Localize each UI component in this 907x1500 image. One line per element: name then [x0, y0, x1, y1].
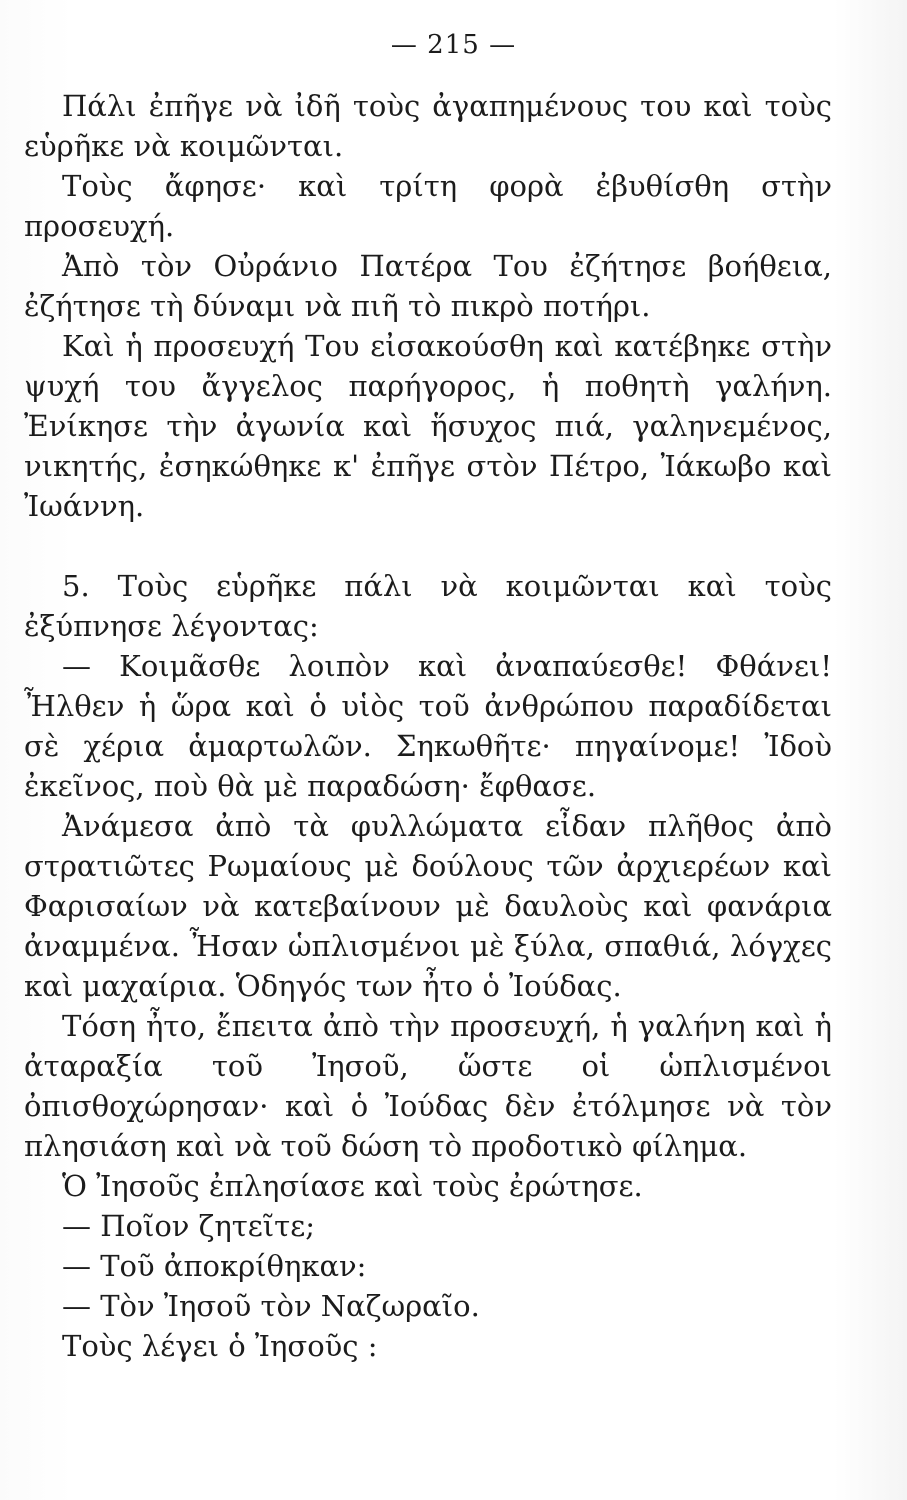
section-5-paragraph: 5. Τοὺς εὑρῆκε πάλι νὰ κοιμῶνται καὶ τοὺς ἐξύπνησε λέγοντας: [24, 569, 832, 643]
dialogue-line: — Τοῦ ἀποκρίθηκαν: [62, 1249, 367, 1283]
paragraph: Ἀπὸ τὸν Οὐράνιο Πατέρα Του ἐζήτησε βοήθεια, ἐζήτησε τὴ δύναμι νὰ πιῆ τὸ πικρὸ ποτήρι. [24, 249, 832, 323]
dialogue-paragraph: — Κοιμᾶσθε λοιπὸν καὶ ἀναπαύεσθε! Φθάνει! Ἦλθεν ἡ ὥρα καὶ ὁ υἱὸς τοῦ ἀνθρώπου παραδίδεται σὲ χέρια ἁμαρτωλῶν. Σηκωθῆτε· πηγαίνομε! Ἰδοὺ ἐκεῖνος, ποὺ θὰ μὲ παραδώση· ἔφθασε. [24, 649, 832, 803]
paragraph: Ἀνάμεσα ἀπὸ τὰ φυλλώματα εἶδαν πλῆθος ἀπὸ στρατιῶτες Ρωμαίους μὲ δούλους τῶν ἀρχιερέων καὶ Φαρισαίων νὰ κατεβαίνουν μὲ δαυλοὺς καὶ φανάρια ἀναμμένα. Ἦσαν ὡπλισμένοι μὲ ξύλα, σπαθιά, λόγχες καὶ μαχαίρια. Ὁδηγός των ἦτο ὁ Ἰούδας. [24, 809, 832, 1003]
page-number: — 215 — [390, 30, 517, 60]
paragraph: Τοὺς ἄφησε· καὶ τρίτη φορὰ ἐβυθίσθη στὴν προσευχή. [24, 169, 832, 243]
paragraph: Καὶ ἡ προσευχή Του εἰσακούσθη καὶ κατέβηκε στὴν ψυχή του ἄγγελος παρήγορος, ἡ ποθητὴ γαλήνη. Ἐνίκησε τὴν ἀγωνία καὶ ἥσυχος πιά, γαληνεμένος, νικητής, ἐσηκώθηκε κ' ἐπῆγε στὸν Πέτρο, Ἰάκωβο καὶ Ἰωάννη. [24, 329, 832, 523]
paragraph: Πάλι ἐπῆγε νὰ ἰδῆ τοὺς ἀγαπημένους του καὶ τοὺς εὑρῆκε νὰ κοιμῶνται. [24, 89, 832, 163]
paragraph: Ὁ Ἰησοῦς ἐπλησίασε καὶ τοὺς ἐρώτησε. [62, 1169, 643, 1203]
paragraph: Τοὺς λέγει ὁ Ἰησοῦς : [62, 1329, 378, 1363]
dialogue-line: — Ποῖον ζητεῖτε; [62, 1209, 316, 1243]
body-text [24, 86, 832, 1366]
paragraph: Τόση ἦτο, ἔπειτα ἀπὸ τὴν προσευχή, ἡ γαλήνη καὶ ἡ ἀταραξία τοῦ Ἰησοῦ, ὥστε οἱ ὡπλισμένοι ὀπισθοχώρησαν· καὶ ὁ Ἰούδας δὲν ἐτόλμησε νὰ τὸν πλησιάση καὶ νὰ τοῦ δώση τὸ προδοτικὸ φίλημα. [24, 1009, 832, 1163]
dialogue-line: — Τὸν Ἰησοῦ τὸν Ναζωραῖο. [62, 1289, 480, 1323]
